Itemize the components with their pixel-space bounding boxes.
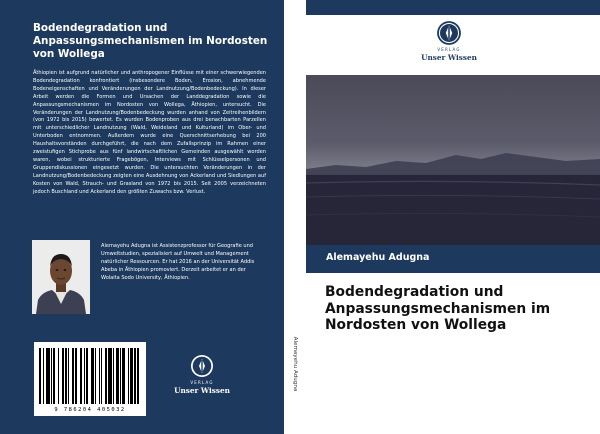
spine-author: Alemayehu Adugna	[292, 336, 298, 392]
back-cover-abstract: Äthiopien ist aufgrund natürlicher und anthropogener Einflüsse mit einer schwerwiegenden Bodendegradation konfrontiert (insbesondere Boden, Erosion, abnehmende Bodeneigenschaften und Veränderungen der Landnutzung/Bodenbedeckung). In dieser Arbeit werden die Formen und Ursachen der Landdegradation sowie die Anpassungsmechanismen im Nordosten von Wollega, Äthiopien, untersucht. Die Veränderungen der Landnutzung/Bodenbedeckung wurden anhand von Zeitreihenbildern (von 1972 bis 2015) bewertet. Es wurden Bodenproben aus drei benachbarten Parzellen mit unterschiedlicher Landnutzung (Wald, Weideland und Kulturland) im Ober- und Unterboden entnommen. Außerdem wurde eine Querschnittserhebung bei 200 Haushaltsvorständen durchgeführt, die nach dem Zufallsprinzip im Rahmen einer zweistufigen Stichprobe aus fünf landwirtschaftlichen Gemeinden ausgewählt worden waren, wobei strukturierte Fragebögen, Interviews mit Schlüsselpersonen und Gruppendiskussionen eingesetzt wurden. Die untersuchten Veränderungen in der Landnutzung/Bodenbedeckung zeigten eine Ausdehnung von Ackerland und Siedlungen auf Kosten von Wald, Strauch- und Grasland von 1972 bis 2015. Seit 2005 verzeichneten jedoch Buschland und Ackerland den größten Zuwachs bzw. Verlust.	[33, 70, 266, 195]
author-bio: Alemayehu Adugna ist Assistenzprofessor für Geografie und Umweltstudien, spezialisiert auf Umwelt und Management natürlicher Ressourcen. Er hat 2016 an der Universität Addis Abeba in Äthiopien promoviert. Derzeit arbeitet er an der Wolaita Sodo University, Äthiopien.	[101, 243, 255, 281]
back-cover	[0, 0, 284, 434]
isbn-number: 9 786204 405032	[54, 407, 126, 413]
publisher-verlag-label: VERLAG	[190, 380, 214, 385]
publisher-verlag-label: VERLAG	[437, 47, 461, 52]
front-author-band	[306, 245, 600, 273]
author-photo	[32, 240, 90, 314]
publisher-name: Unser Wissen	[421, 53, 477, 62]
publisher-emblem-icon	[436, 20, 462, 46]
front-publisher-logo	[412, 20, 486, 70]
barcode-bars	[39, 348, 141, 404]
publisher-emblem-icon	[190, 354, 214, 378]
back-cover-title: Bodendegradation und Anpassungsmechanismen im Nordosten von Wollega	[33, 22, 268, 60]
front-author: Alemayehu Adugna	[326, 252, 430, 263]
cover-photo-sea-landscape	[306, 75, 600, 245]
back-publisher-logo	[166, 354, 238, 408]
front-top-bar	[306, 0, 600, 15]
front-title: Bodendegradation und Anpassungsmechanismen im Nordosten von Wollega	[325, 284, 551, 333]
publisher-name: Unser Wissen	[174, 386, 230, 395]
isbn-barcode	[34, 342, 146, 416]
